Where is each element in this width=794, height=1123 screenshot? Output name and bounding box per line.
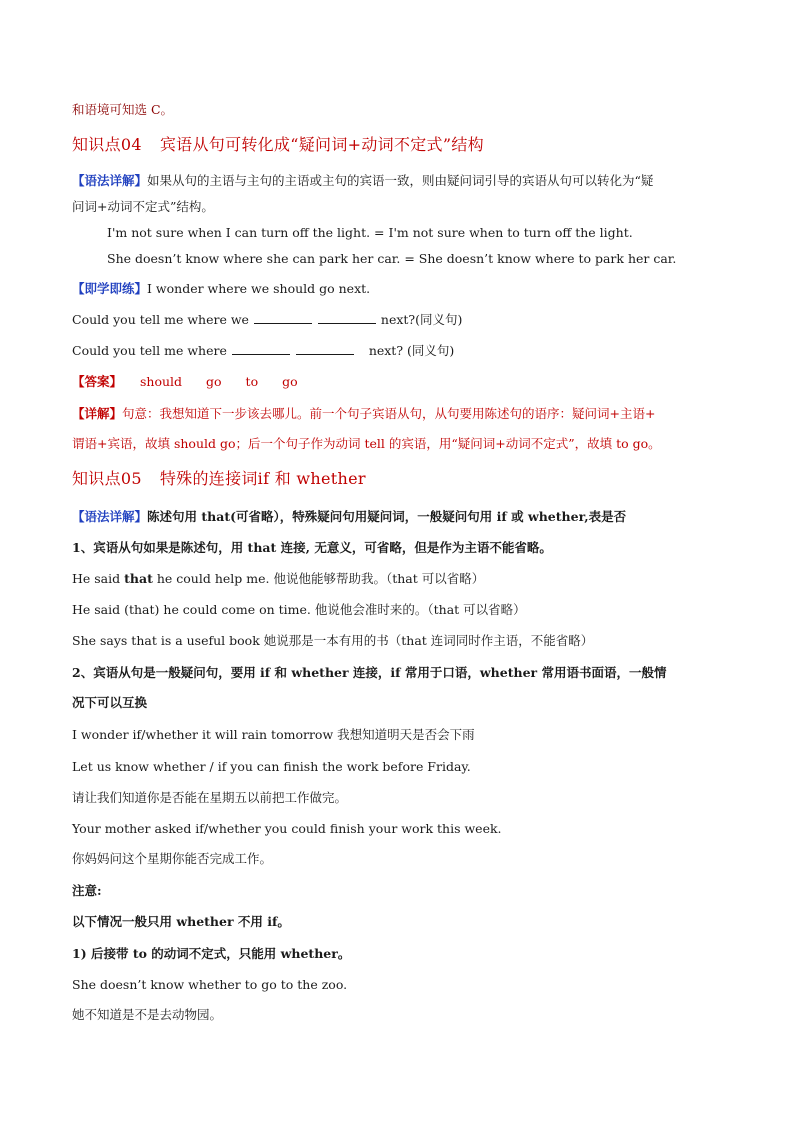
example-translation: 她不知道是不是去动物园。 xyxy=(72,1007,223,1022)
example-sentence: He said (that) he could come on time. 他说他会准时来的。（that 可以省略） xyxy=(72,602,526,617)
exercise-line-1 xyxy=(72,311,462,329)
exercise-text: next? (同义句) xyxy=(368,343,455,358)
section-heading-05 xyxy=(72,470,366,488)
answer-conclusion-line: 和语境可知选 C。 xyxy=(72,102,174,117)
answer-blank[interactable] xyxy=(318,311,376,324)
section-number: 知识点04 xyxy=(72,135,142,154)
example-text: He said xyxy=(72,571,125,586)
grammar-explanation xyxy=(72,508,626,526)
exercise-text: Could you tell me where xyxy=(72,343,227,358)
example-sentence: I'm not sure when I can turn off the light. = I'm not sure when to turn off the light. xyxy=(107,225,633,240)
section-number: 知识点05 xyxy=(72,469,142,488)
example-translation: 请让我们知道你是否能在星期五以前把工作做完。 xyxy=(72,790,348,805)
section-heading-04 xyxy=(72,136,484,154)
grammar-explanation xyxy=(72,172,653,190)
note-heading: 注意: xyxy=(72,883,102,898)
answer-blank[interactable] xyxy=(232,342,290,355)
example-sentence: She says that is a useful book 她说那是一本有用的书（that 连词同时作主语，不能省略） xyxy=(72,633,594,648)
example-sentence: She doesn’t know whether to go to the zoo. xyxy=(72,977,348,992)
grammar-text: 如果从句的主语与主句的主语或主句的宾语一致，则由疑问词引导的宾语从句可以转化为“疑 xyxy=(147,173,654,188)
example-text: he could help me. 他说他能够帮助我。（that 可以省略） xyxy=(152,571,485,586)
answer-word: go xyxy=(282,374,298,389)
answer-blank[interactable] xyxy=(254,311,312,324)
section-title: 宾语从句可转化成“疑问词+动词不定式”结构 xyxy=(159,135,484,154)
grammar-text-cont: 问词+动词不定式”结构。 xyxy=(72,199,214,214)
grammar-label: 【语法详解】 xyxy=(72,173,148,188)
example-keyword: that xyxy=(124,571,153,586)
note-rule-1: 1) 后接带 to 的动词不定式，只能用 whether。 xyxy=(72,946,351,961)
detail-text: 句意：我想知道下一步该去哪儿。前一个句子宾语从句，从句要用陈述句的语序：疑问词+主语+ xyxy=(122,406,656,421)
example-sentence: She doesn’t know where she can park her car. = She doesn’t know where to park her car. xyxy=(107,251,677,266)
section-title: 特殊的连接词if 和 whether xyxy=(159,469,366,488)
detail-text-cont: 谓语+宾语，故填 should go；后一个句子作为动词 tell 的宾语，用“疑问词+动词不定式”，故填 to go。 xyxy=(72,436,661,451)
detail-label: 【详解】 xyxy=(72,406,123,421)
example-sentence: I wonder if/whether it will rain tomorrow 我想知道明天是否会下雨 xyxy=(72,727,475,742)
answer-word: should xyxy=(140,374,183,389)
answer-label: 【答案】 xyxy=(72,374,123,389)
answer-line xyxy=(72,373,298,391)
exercise-text: Could you tell me where we xyxy=(72,312,249,327)
example-translation: 你妈妈问这个星期你能否完成工作。 xyxy=(72,851,273,866)
answer-blank[interactable] xyxy=(296,342,354,355)
practice-label: 【即学即练】 xyxy=(72,281,148,296)
detail-explanation xyxy=(72,405,655,423)
rule-2: 2、宾语从句是一般疑问句，要用 if 和 whether 连接，if 常用于口语，whether 常用语书面语，一般情 xyxy=(72,665,667,680)
example-sentence xyxy=(72,570,484,588)
example-sentence: Your mother asked if/whether you could finish your work this week. xyxy=(72,821,502,836)
grammar-text: 陈述句用 that(可省略），特殊疑问句用疑问词，一般疑问句用 if 或 whether,表是否 xyxy=(147,509,627,524)
practice-text: I wonder where we should go next. xyxy=(147,281,371,296)
practice-line xyxy=(72,280,370,298)
rule-2-cont: 况下可以互换 xyxy=(72,695,148,710)
grammar-label: 【语法详解】 xyxy=(72,509,148,524)
rule-1: 1、宾语从句如果是陈述句，用 that 连接, 无意义，可省略，但是作为主语不能省略。 xyxy=(72,540,552,555)
answer-word: go xyxy=(206,374,222,389)
note-text: 以下情况一般只用 whether 不用 if。 xyxy=(72,914,290,929)
example-sentence: Let us know whether / if you can finish the work before Friday. xyxy=(72,759,471,774)
exercise-line-2 xyxy=(72,342,454,360)
exercise-text: next?(同义句) xyxy=(380,312,463,327)
answer-word: to xyxy=(245,374,259,389)
